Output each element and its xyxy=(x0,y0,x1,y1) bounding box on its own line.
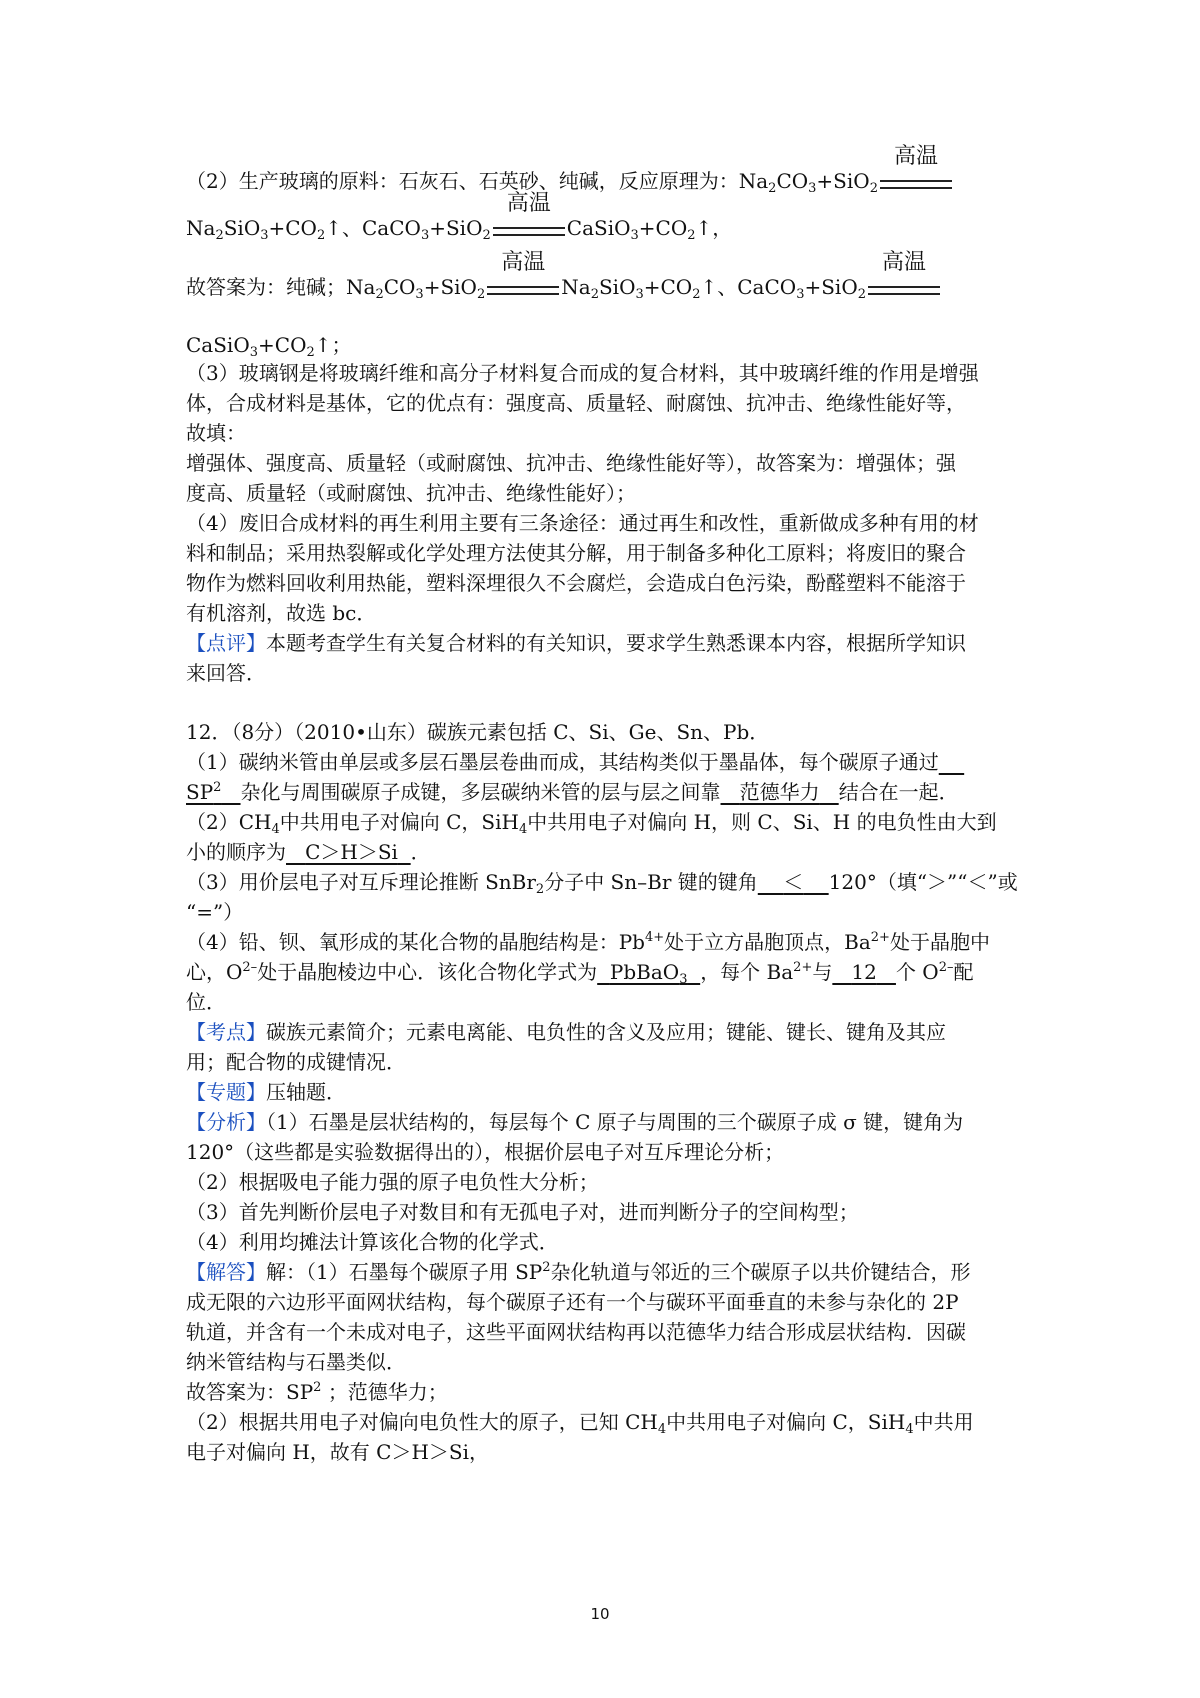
answer-vdw: 范德华力 xyxy=(739,780,820,804)
q12-s2-l1: $(2)CH_4$中共用电子对偏向 C，SiH$_4$中共用电子对偏向 H，则 C、Si、H 的电负性由大到 xyxy=(186,810,997,837)
q12-s3-l2: “=”） xyxy=(186,900,244,924)
q11-part4-l1: （4）废旧合成材料的再生利用主要有三条途径：通过再生和改性，重新做成多种有用的材 xyxy=(186,511,979,535)
q11-answer-line1: 故答案为：纯碱；$Na_2CO_3+SiO_2$ 高温 $Na_2SiO_3+CO_2↑$、CaCO$_3$+SiO$_2$ 高温 xyxy=(186,272,1026,304)
fenxi-tag: 【分析】 xyxy=(186,1110,266,1134)
q12-kaodian-l2: 用；配合物的成键情况． xyxy=(186,1050,406,1074)
q11-comment-l1: 【点评】本题考查学生有关复合材料的有关知识，要求学生熟悉课本内容，根据所学知识 xyxy=(186,631,966,655)
q12-jieda-l1: 【解答】解：（1）石墨每个碳原子用 $SP^2$杂化轨道与邻近的三个碳原子以共价键结合，形 xyxy=(186,1260,971,1284)
q12-s4-l3: 位． xyxy=(186,990,226,1014)
q12-s3-l1: （3）用价层电子对互斥理论推断 SnBr$_2$分子中 Sn–Br 键的键角 ＜ 120°（填“＞”“＜”或 xyxy=(186,870,1018,897)
q12-fenxi-l5: （4）利用均摊法计算该化合物的化学式． xyxy=(186,1230,559,1254)
answer-coordination: 12 xyxy=(851,960,877,984)
q11-part3-l4: 增强体、强度高、质量轻（或耐腐蚀、抗冲击、绝缘性能好等），故答案为：增强体；强 xyxy=(186,451,956,475)
q12-fenxi-l3: （2）根据吸电子能力强的原子电负性大分析； xyxy=(186,1170,599,1194)
zhuanti-tag: 【专题】 xyxy=(186,1080,266,1104)
q11-part2-line2: $Na_2SiO_3+CO_2↑$、CaCO$_3$+SiO$_2$ 高温 $CaSiO_3+CO_2↑$， xyxy=(186,190,733,243)
page-number: 10 xyxy=(590,1605,610,1623)
jieda-tag: 【解答】 xyxy=(186,1260,266,1284)
reaction-condition: 高温 xyxy=(487,274,559,304)
q12-jieda-l3: 轨道，并含有一个未成对电子，这些平面网状结构再以范德华力结合形成层状结构．因碳 xyxy=(186,1320,966,1344)
q12-fenxi-l1: 【分析】（1）石墨是层状结构的，每层每个 C 原子与周围的三个碳原子成 σ 键，键角为 xyxy=(186,1110,964,1134)
q12-s4-l2: 心，$O^{2-}$处于晶胞棱边中心．该化合物化学式为 PbBaO$_3$ ，每个 $Ba^{2+}$与 12 个 $O^{2-}$配 xyxy=(186,960,974,987)
q11-part3-l1: （3）玻璃钢是将玻璃纤维和高分子材料复合而成的复合材料，其中玻璃纤维的作用是增强 xyxy=(186,361,979,385)
q11-part4-l2: 料和制品；采用热裂解或化学处理方法使其分解，用于制备多种化工原料；将废旧的聚合 xyxy=(186,541,966,565)
q12-s4-l1: （4）铅、钡、氧形成的某化合物的晶胞结构是：$Pb^{4+}$处于立方晶胞顶点，$Ba^{2+}$处于晶胞中 xyxy=(186,930,990,954)
reaction-condition: 高温 xyxy=(493,215,565,245)
kaodian-tag: 【考点】 xyxy=(186,1020,266,1044)
q12-kaodian-l1: 【考点】碳族元素简介；元素电离能、电负性的含义及应用；键能、键长、键角及其应 xyxy=(186,1020,946,1044)
q12-jieda-l2: 成无限的六边形平面网状结构，每个碳原子还有一个与碳环平面垂直的未参与杂化的 2P xyxy=(186,1290,959,1314)
q12-zhuanti: 【专题】压轴题． xyxy=(186,1080,346,1104)
reaction-condition: 高温 xyxy=(880,168,952,198)
q12-s1-l2: $SP^2$ 杂化与周围碳原子成键，多层碳纳米管的层与层之间靠 范德华力 结合在一起． xyxy=(186,780,959,804)
q12-heading: 12．（8分）（2010•山东）碳族元素包括 C、Si、Ge、Sn、Pb． xyxy=(186,720,770,744)
answer-bond-angle: ＜ xyxy=(783,870,804,894)
q11-part3-l3: 故填： xyxy=(186,421,246,445)
answer-sp2: $SP^2$ xyxy=(186,780,222,804)
q12-s1-l1: （1）碳纳米管由单层或多层石墨层卷曲而成，其结构类似于墨晶体，每个碳原子通过 xyxy=(186,750,939,774)
q11-comment-l2: 来回答． xyxy=(186,661,266,685)
q12-jieda-l6: （2）根据共用电子对偏向电负性大的原子，已知 $CH_4$中共用电子对偏向 C，SiH$_4$中共用 xyxy=(186,1410,974,1437)
reaction-condition: 高温 xyxy=(868,274,940,304)
q12-fenxi-l2: 120°（这些都是实验数据得出的），根据价层电子对互斥理论分析； xyxy=(186,1140,785,1164)
q12-jieda-l4: 纳米管结构与石墨类似． xyxy=(186,1350,406,1374)
q11-part4-l3: 物作为燃料回收利用热能，塑料深埋很久不会腐烂，会造成白色污染，酚醛塑料不能溶于 xyxy=(186,571,966,595)
q12-s2-l2: 小的顺序为 C＞H＞Si ． xyxy=(186,840,431,864)
q11-part2-line1: （2）生产玻璃的原料：石灰石、石英砂、纯碱，反应原理为：$Na_2CO_3+SiO_2$ 高温 xyxy=(186,166,1026,198)
answer-electronegativity: C＞H＞Si xyxy=(305,840,398,864)
q12-jieda-l5: 故答案为：$SP^2$ ；范德华力； xyxy=(186,1380,448,1404)
q11-part4-l4: 有机溶剂，故选 bc． xyxy=(186,601,377,625)
q11-part3-l2: 体，合成材料是基体，它的优点有：强度高、质量轻、耐腐蚀、抗冲击、绝缘性能好等， xyxy=(186,391,966,415)
q12-fenxi-l4: （3）首先判断价层电子对数目和有无孤电子对，进而判断分子的空间构型； xyxy=(186,1200,859,1224)
answer-formula: PbBaO$_3$ xyxy=(609,960,688,987)
q12-jieda-l7: 电子对偏向 H，故有 C＞H＞Si， xyxy=(186,1440,489,1464)
comment-tag: 【点评】 xyxy=(186,631,266,655)
q11-part3-l5: 度高、质量轻（或耐腐蚀、抗冲击、绝缘性能好）； xyxy=(186,481,636,505)
q11-answer-line2: $CaSiO_3+CO_2↑$； xyxy=(186,333,352,360)
